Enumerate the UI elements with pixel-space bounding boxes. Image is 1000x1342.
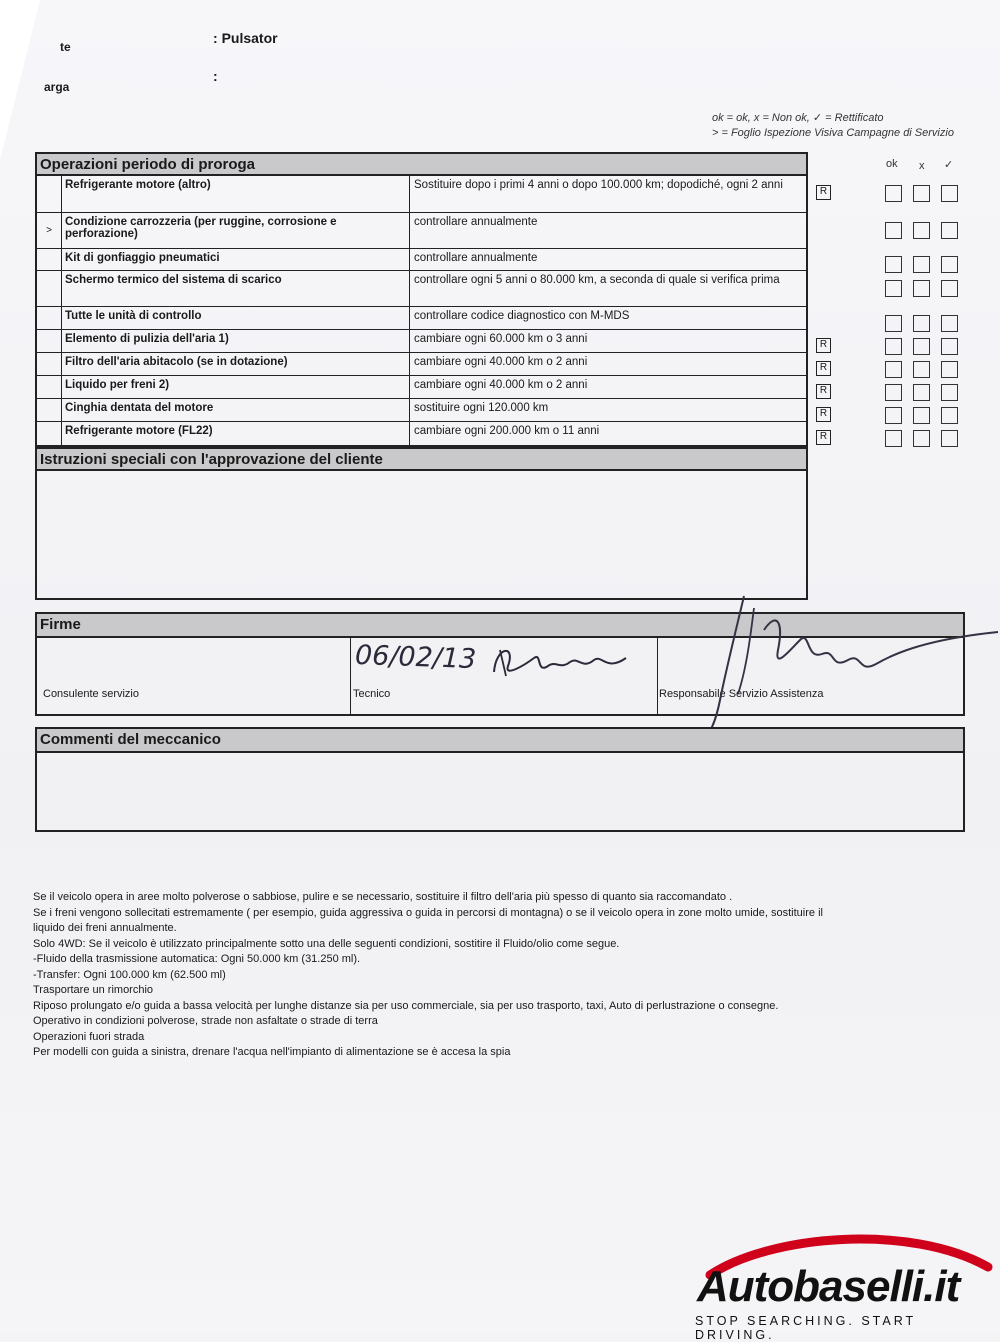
- operation-name: Liquido per freni 2): [62, 376, 410, 398]
- ok-checkbox[interactable]: [885, 361, 902, 378]
- operation-row: [37, 271, 806, 307]
- note-line: Se i freni vengono sollecitati estremamente ( per esempio, guida aggressiva o guida in percorsi di montagna) o se il veicolo opera in zone molto umide, sostituire il: [33, 906, 823, 919]
- not-ok-checkbox[interactable]: [913, 338, 930, 355]
- technician-signature: [486, 636, 646, 686]
- rectified-checkbox[interactable]: [941, 222, 958, 239]
- r-box: R: [816, 407, 831, 422]
- r-box: R: [816, 430, 831, 445]
- note-line: Se il veicolo opera in aree molto polverose o sabbiose, pulire e se necessario, sostituire il filtro dell'aria più spesso di quanto sia raccomandato .: [33, 891, 733, 903]
- operation-name: Refrigerante motore (FL22): [62, 422, 410, 445]
- not-ok-checkbox[interactable]: [913, 185, 930, 202]
- row-marker: [37, 330, 62, 352]
- operation-row: [37, 213, 806, 249]
- not-ok-checkbox[interactable]: [913, 361, 930, 378]
- not-ok-checkbox[interactable]: [913, 407, 930, 424]
- legend-line-2: > = Foglio Ispezione Visiva Campagne di Servizio: [712, 127, 954, 139]
- mechanic-comments-box: [35, 727, 965, 832]
- rectified-checkbox[interactable]: [941, 280, 958, 297]
- ok-checkbox[interactable]: [885, 407, 902, 424]
- r-box: R: [816, 361, 831, 376]
- col-x-header: x: [919, 160, 925, 172]
- not-ok-checkbox[interactable]: [913, 430, 930, 447]
- operation-name: Tutte le unità di controllo: [62, 307, 410, 329]
- r-box: R: [816, 338, 831, 353]
- rectified-checkbox[interactable]: [941, 185, 958, 202]
- note-line: liquido dei freni annualmente.: [33, 922, 177, 934]
- paper-fold: [0, 0, 40, 160]
- operations-table: [35, 152, 808, 447]
- operation-row: [37, 249, 806, 271]
- operation-description: sostituire ogni 120.000 km: [414, 402, 549, 414]
- operation-row: [37, 330, 806, 353]
- responsabile-label: Responsabile Servizio Assistenza: [659, 688, 824, 700]
- operations-body: [37, 176, 806, 445]
- header-field1-value: Pulsator: [221, 30, 278, 46]
- col-ok-header: ok: [886, 158, 898, 170]
- row-marker: [37, 176, 62, 212]
- rectified-checkbox[interactable]: [941, 384, 958, 401]
- operation-name: Refrigerante motore (altro): [62, 176, 410, 212]
- ok-checkbox[interactable]: [885, 315, 902, 332]
- handwritten-date: 06/02/13: [354, 639, 477, 676]
- operation-row: [37, 307, 806, 330]
- rectified-checkbox[interactable]: [941, 256, 958, 273]
- note-line: Solo 4WD: Se il veicolo è utilizzato principalmente sotto una delle seguenti condizioni, sostitire il Fluido/olio come segue.: [33, 937, 620, 950]
- ok-checkbox[interactable]: [885, 384, 902, 401]
- operation-description: controllare codice diagnostico con M-MDS: [414, 310, 630, 322]
- ok-checkbox[interactable]: [885, 256, 902, 273]
- special-instructions-box: [35, 447, 808, 600]
- ok-checkbox[interactable]: [885, 430, 902, 447]
- not-ok-checkbox[interactable]: [913, 222, 930, 239]
- operation-name: Elemento di pulizia dell'aria 1): [62, 330, 410, 352]
- operation-name: Kit di gonfiaggio pneumatici: [62, 249, 410, 270]
- operation-row: [37, 422, 806, 445]
- brand-tagline: STOP SEARCHING. START DRIVING.: [695, 1314, 916, 1342]
- ok-checkbox[interactable]: [885, 280, 902, 297]
- note-line: Per modelli con guida a sinistra, drenare l'acqua nell'impianto di alimentazione se è accesa la spia: [33, 1046, 511, 1058]
- row-marker: [37, 271, 62, 306]
- ok-checkbox[interactable]: [885, 338, 902, 355]
- ok-checkbox[interactable]: [885, 222, 902, 239]
- signatures-title: Firme: [37, 614, 963, 638]
- header-field2-label: arga: [44, 80, 70, 94]
- not-ok-checkbox[interactable]: [913, 280, 930, 297]
- operation-name: Schermo termico del sistema di scarico: [62, 271, 410, 306]
- mechanic-comments-title: Commenti del meccanico: [37, 729, 963, 753]
- operation-description: cambiare ogni 40.000 km o 2 anni: [414, 379, 588, 391]
- operation-description: controllare annualmente: [414, 216, 538, 228]
- operation-description: controllare annualmente: [414, 252, 538, 264]
- operation-name: Condizione carrozzeria (per ruggine, corrosione e perforazione): [62, 213, 410, 248]
- special-instructions-title: Istruzioni speciali con l'approvazione del cliente: [37, 449, 806, 471]
- row-marker: >: [37, 213, 62, 248]
- operation-row: [37, 376, 806, 399]
- ok-checkbox[interactable]: [885, 185, 902, 202]
- footnotes: [33, 890, 913, 1061]
- legend-line-1: ok = ok, x = Non ok, ✓ = Rettificato: [712, 112, 884, 124]
- brand-name[interactable]: Autobaselli.it: [697, 1262, 960, 1311]
- not-ok-checkbox[interactable]: [913, 384, 930, 401]
- note-line: -Fluido della trasmissione automatica: Ogni 50.000 km (31.250 ml).: [33, 953, 361, 965]
- col-check-header: ✓: [944, 159, 954, 171]
- consulente-label: Consulente servizio: [43, 688, 139, 700]
- row-marker: [37, 422, 62, 445]
- note-line: -Transfer: Ogni 100.000 km (62.500 ml): [33, 968, 226, 981]
- note-line: Trasportare un rimorchio: [33, 984, 154, 996]
- rectified-checkbox[interactable]: [941, 315, 958, 332]
- operation-description: cambiare ogni 60.000 km o 3 anni: [414, 333, 588, 345]
- row-marker: [37, 307, 62, 329]
- operation-row: [37, 176, 806, 213]
- not-ok-checkbox[interactable]: [913, 315, 930, 332]
- note-line: Operazioni fuori strada: [33, 1030, 145, 1043]
- row-marker: [37, 249, 62, 270]
- row-marker: [37, 376, 62, 398]
- operation-description: cambiare ogni 200.000 km o 11 anni: [414, 425, 600, 437]
- operation-description: controllare ogni 5 anni o 80.000 km, a seconda di quale si verifica prima: [414, 274, 780, 286]
- operation-description: cambiare ogni 40.000 km o 2 anni: [414, 356, 588, 368]
- operation-name: Filtro dell'aria abitacolo (se in dotazione): [62, 353, 410, 375]
- operation-row: [37, 399, 806, 422]
- operation-name: Cinghia dentata del motore: [62, 399, 410, 421]
- r-box: R: [816, 384, 831, 399]
- rectified-checkbox[interactable]: [941, 430, 958, 447]
- rectified-checkbox[interactable]: [941, 407, 958, 424]
- operation-row: [37, 353, 806, 376]
- row-marker: [37, 399, 62, 421]
- note-line: Riposo prolungato e/o guida a bassa velocità per lunghe distanze sia per uso commerciale, sia per uso trasporto, taxi, Auto di perlustrazione o consegne.: [33, 999, 779, 1012]
- not-ok-checkbox[interactable]: [913, 256, 930, 273]
- note-line: Operativo in condizioni polverose, strade non asfaltate o strade di terra: [33, 1015, 378, 1027]
- rectified-checkbox[interactable]: [941, 361, 958, 378]
- row-marker: [37, 353, 62, 375]
- header-field1-label: te: [60, 40, 71, 54]
- rectified-checkbox[interactable]: [941, 338, 958, 355]
- operation-description: Sostituire dopo i primi 4 anni o dopo 100.000 km; dopodiché, ogni 2 anni: [414, 179, 783, 191]
- tecnico-label: Tecnico: [353, 688, 391, 700]
- r-box: R: [816, 185, 831, 200]
- operations-title: Operazioni periodo di proroga: [37, 154, 806, 176]
- manager-signature: [680, 590, 1000, 740]
